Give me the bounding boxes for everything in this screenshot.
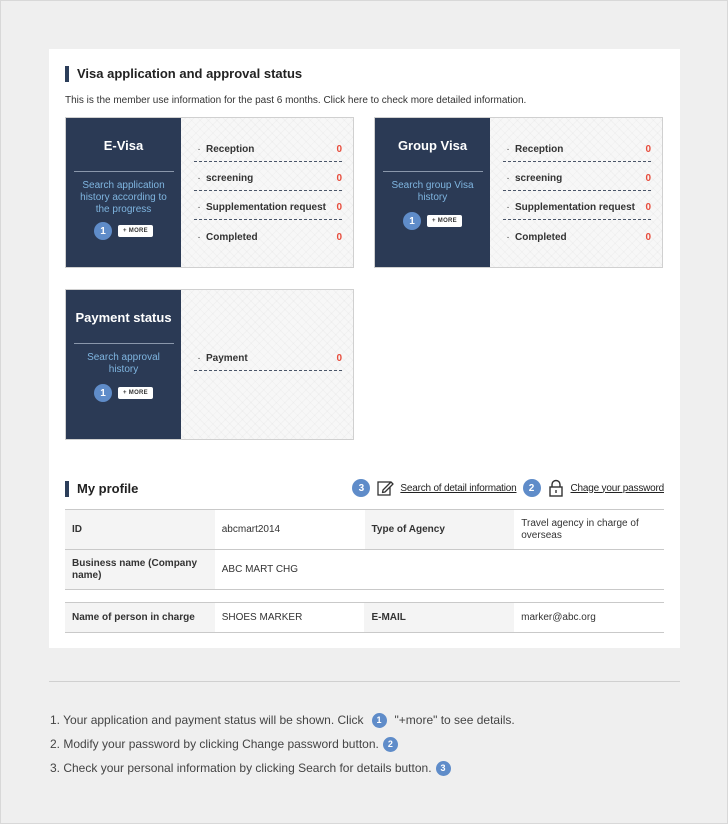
status-label: Reception bbox=[206, 144, 255, 155]
group-visa-more-button[interactable]: + MORE bbox=[427, 215, 462, 227]
business-name-value: ABC MART CHG bbox=[215, 550, 664, 590]
status-count: 0 bbox=[336, 173, 342, 184]
step-badge-3: 3 bbox=[352, 479, 370, 497]
contact-table bbox=[65, 602, 664, 633]
list-item[interactable] bbox=[503, 133, 651, 162]
instruction-text: "+more" to see details. bbox=[394, 713, 515, 727]
step-badge-2: 2 bbox=[523, 479, 541, 497]
payment-summary bbox=[66, 290, 181, 439]
id-label: ID bbox=[65, 510, 215, 550]
status-label: Completed bbox=[515, 232, 567, 243]
bullet: · bbox=[506, 144, 510, 155]
table-row bbox=[65, 550, 664, 590]
status-label: screening bbox=[515, 173, 563, 184]
group-visa-summary bbox=[375, 118, 490, 267]
bullet: · bbox=[197, 144, 201, 155]
list-item[interactable] bbox=[194, 191, 342, 220]
step-badge-1: 1 bbox=[372, 713, 387, 728]
lock-icon[interactable] bbox=[547, 479, 565, 497]
status-count: 0 bbox=[336, 353, 342, 364]
status-count: 0 bbox=[645, 173, 651, 184]
list-item[interactable] bbox=[503, 191, 651, 220]
evisa-description-link[interactable]: Search application history according to the progress bbox=[80, 180, 167, 215]
status-count: 0 bbox=[645, 232, 651, 243]
list-item[interactable] bbox=[194, 162, 342, 191]
list-item[interactable] bbox=[503, 162, 651, 191]
step-badge-3: 3 bbox=[436, 761, 451, 776]
agency-type-label: Type of Agency bbox=[365, 510, 515, 550]
group-visa-title: Group Visa bbox=[397, 138, 468, 153]
profile-actions bbox=[352, 479, 664, 497]
instruction-1 bbox=[50, 708, 515, 732]
instruction-3 bbox=[50, 756, 515, 780]
status-label: Supplementation request bbox=[515, 202, 636, 213]
bullet: · bbox=[506, 202, 510, 213]
list-item[interactable] bbox=[194, 342, 342, 371]
bullet: · bbox=[197, 353, 201, 364]
status-count: 0 bbox=[336, 232, 342, 243]
status-count: 0 bbox=[336, 144, 342, 155]
edit-icon[interactable] bbox=[376, 479, 394, 497]
step-badge-1: 1 bbox=[94, 384, 112, 402]
person-in-charge-value: SHOES MARKER bbox=[215, 603, 365, 633]
status-label: screening bbox=[206, 173, 254, 184]
bullet: · bbox=[506, 232, 510, 243]
instructions bbox=[50, 708, 515, 780]
divider bbox=[74, 343, 174, 344]
search-detail-information-link[interactable]: Search of detail information bbox=[400, 482, 517, 494]
change-password-link[interactable]: Chage your password bbox=[570, 482, 664, 494]
evisa-status-panel bbox=[65, 117, 354, 268]
group-visa-description-link[interactable]: Search group Visa history bbox=[391, 180, 474, 203]
evisa-summary bbox=[66, 118, 181, 267]
profile-section-title: My profile bbox=[65, 481, 138, 497]
step-badge-1: 1 bbox=[94, 222, 112, 240]
list-item[interactable] bbox=[194, 133, 342, 162]
agency-type-value: Travel agency in charge of overseas bbox=[514, 510, 664, 550]
person-in-charge-label: Name of person in charge bbox=[65, 603, 215, 633]
business-name-label: Business name (Company name) bbox=[65, 550, 215, 590]
payment-title: Payment status bbox=[75, 310, 172, 325]
divider bbox=[383, 171, 483, 172]
payment-description-link[interactable]: Search approval history bbox=[87, 352, 160, 375]
profile-table bbox=[65, 509, 664, 590]
status-label: Reception bbox=[515, 144, 564, 155]
instruction-text: 2. Modify your password by clicking Change password button. bbox=[50, 737, 379, 751]
divider bbox=[49, 681, 680, 682]
status-count: 0 bbox=[645, 144, 651, 155]
content-card bbox=[49, 49, 680, 648]
divider bbox=[74, 171, 174, 172]
step-badge-2: 2 bbox=[383, 737, 398, 752]
bullet: · bbox=[506, 173, 510, 184]
table-row bbox=[65, 603, 664, 633]
visa-section-title: Visa application and approval status bbox=[65, 66, 302, 82]
bullet: · bbox=[197, 173, 201, 184]
bullet: · bbox=[197, 202, 201, 213]
table-row bbox=[65, 510, 664, 550]
list-item[interactable] bbox=[503, 220, 651, 249]
status-count: 0 bbox=[336, 202, 342, 213]
list-item[interactable] bbox=[194, 220, 342, 249]
id-value: abcmart2014 bbox=[215, 510, 365, 550]
group-visa-status-panel bbox=[374, 117, 663, 268]
status-label: Supplementation request bbox=[206, 202, 327, 213]
payment-status-panel bbox=[65, 289, 354, 440]
evisa-more-button[interactable]: + MORE bbox=[118, 225, 153, 237]
status-label: Payment bbox=[206, 353, 248, 364]
email-label: E-MAIL bbox=[364, 603, 514, 633]
step-badge-1: 1 bbox=[403, 212, 421, 230]
payment-status-list bbox=[194, 342, 342, 371]
instruction-2 bbox=[50, 732, 515, 756]
status-label: Completed bbox=[206, 232, 258, 243]
email-value: marker@abc.org bbox=[514, 603, 664, 633]
evisa-title: E-Visa bbox=[103, 138, 144, 153]
instruction-text: 3. Check your personal information by clicking Search for details button. bbox=[50, 761, 432, 775]
bullet: · bbox=[197, 232, 201, 243]
evisa-status-list bbox=[194, 133, 342, 249]
group-visa-status-list bbox=[503, 133, 651, 249]
payment-more-button[interactable]: + MORE bbox=[118, 387, 153, 399]
instruction-text: 1. Your application and payment status will be shown. Click bbox=[50, 713, 364, 727]
status-count: 0 bbox=[645, 202, 651, 213]
visa-section-subtitle[interactable]: This is the member use information for the past 6 months. Click here to check more detailed information. bbox=[65, 95, 527, 106]
